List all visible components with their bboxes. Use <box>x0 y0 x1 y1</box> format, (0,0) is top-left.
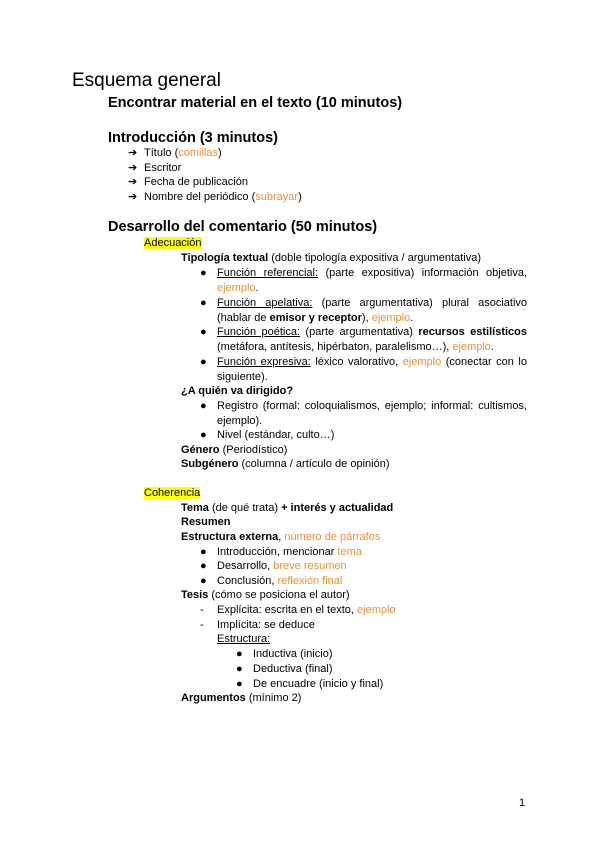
intro-item-periodico: ➔ Nombre del periódico (subrayar) <box>128 191 302 203</box>
bullet-icon: ● <box>236 648 243 660</box>
arrow-icon: ➔ <box>128 191 138 203</box>
intro-heading: Introducción (3 minutos) <box>108 130 278 146</box>
bullet-icon: ● <box>200 267 207 279</box>
dash-marker: - <box>200 604 204 616</box>
adecuacion-label: Adecuación <box>144 237 202 249</box>
funcion-apelativa: Función apelativa: (parte argumentativa) plural asociativo (hablar de emisor y receptor), ejemplo. <box>217 297 528 324</box>
arrow-icon: ➔ <box>128 176 138 188</box>
funcion-poetica: Función poética: (parte argumentativa) recursos estilísticos (metáfora, antítesis, hipérbaton, paralelismo…), ejemplo. <box>217 326 528 353</box>
dirigido-registro: Registro (formal: coloquialismos, ejemplo; informal: cultismos, ejemplo). <box>217 400 527 427</box>
genero-line: Género (Periodístico) <box>181 444 288 456</box>
page-number: 1 <box>519 797 526 809</box>
estructura-externa-line: Estructura externa, número de párrafos <box>181 531 381 543</box>
bullet-icon: ● <box>200 400 207 412</box>
estructura-conclusion: Conclusión, reflexión final <box>217 575 343 587</box>
estructura-label: Estructura: <box>217 633 271 645</box>
tesis-line: Tesis (cómo se posiciona el autor) <box>181 589 350 601</box>
intro-item-titulo: ➔ Título (comillas) <box>128 147 222 159</box>
tesis-explicita: Explícita: escrita en el texto, ejemplo <box>217 604 396 616</box>
section-material-heading: Encontrar material en el texto (10 minutos) <box>108 95 403 111</box>
coherencia-label: Coherencia <box>144 487 201 499</box>
bullet-icon: ● <box>200 575 207 587</box>
intro-item-fecha: ➔ Fecha de publicación <box>128 176 248 188</box>
argumentos-line: Argumentos (mínimo 2) <box>181 692 302 704</box>
funcion-expresiva: Función expresiva: léxico valorativo, ejemplo (conectar con lo siguiente). <box>217 356 527 383</box>
dirigido-nivel: Nivel (estándar, culto…) <box>217 429 335 441</box>
tipologia-line: Tipología textual (doble tipología expositiva / argumentativa) <box>181 252 481 264</box>
funcion-referencial: Función referencial: (parte expositiva) información objetiva, ejemplo. <box>217 267 527 294</box>
bullet-icon: ● <box>200 297 207 309</box>
desarrollo-heading: Desarrollo del comentario (50 minutos) <box>108 219 378 235</box>
dirigido-heading: ¿A quién va dirigido? <box>181 385 294 397</box>
bullet-icon: ● <box>200 546 207 558</box>
bullet-icon: ● <box>236 678 243 690</box>
arrow-icon: ➔ <box>128 162 138 174</box>
page-title: Esquema general <box>72 70 221 91</box>
bullet-icon: ● <box>200 429 207 441</box>
estructura-inductiva: Inductiva (inicio) <box>253 648 333 660</box>
arrow-icon: ➔ <box>128 147 138 159</box>
estructura-encuadre: De encuadre (inicio y final) <box>253 678 384 690</box>
dash-marker: - <box>200 619 204 631</box>
tesis-implicita: Implícita: se deduce <box>217 619 315 631</box>
estructura-desarrollo: Desarrollo, breve resumen <box>217 560 347 572</box>
estructura-introduccion: Introducción, mencionar tema <box>217 546 362 558</box>
tema-line: Tema (de qué trata) + interés y actualidad <box>181 502 394 514</box>
resumen-line: Resumen <box>181 516 231 528</box>
subgenero-line: Subgénero (columna / artículo de opinión) <box>181 458 390 470</box>
intro-item-escritor: ➔ Escritor <box>128 162 182 174</box>
bullet-icon: ● <box>200 560 207 572</box>
bullet-icon: ● <box>200 326 207 338</box>
bullet-icon: ● <box>236 663 243 675</box>
bullet-icon: ● <box>200 356 207 368</box>
estructura-deductiva: Deductiva (final) <box>253 663 333 675</box>
